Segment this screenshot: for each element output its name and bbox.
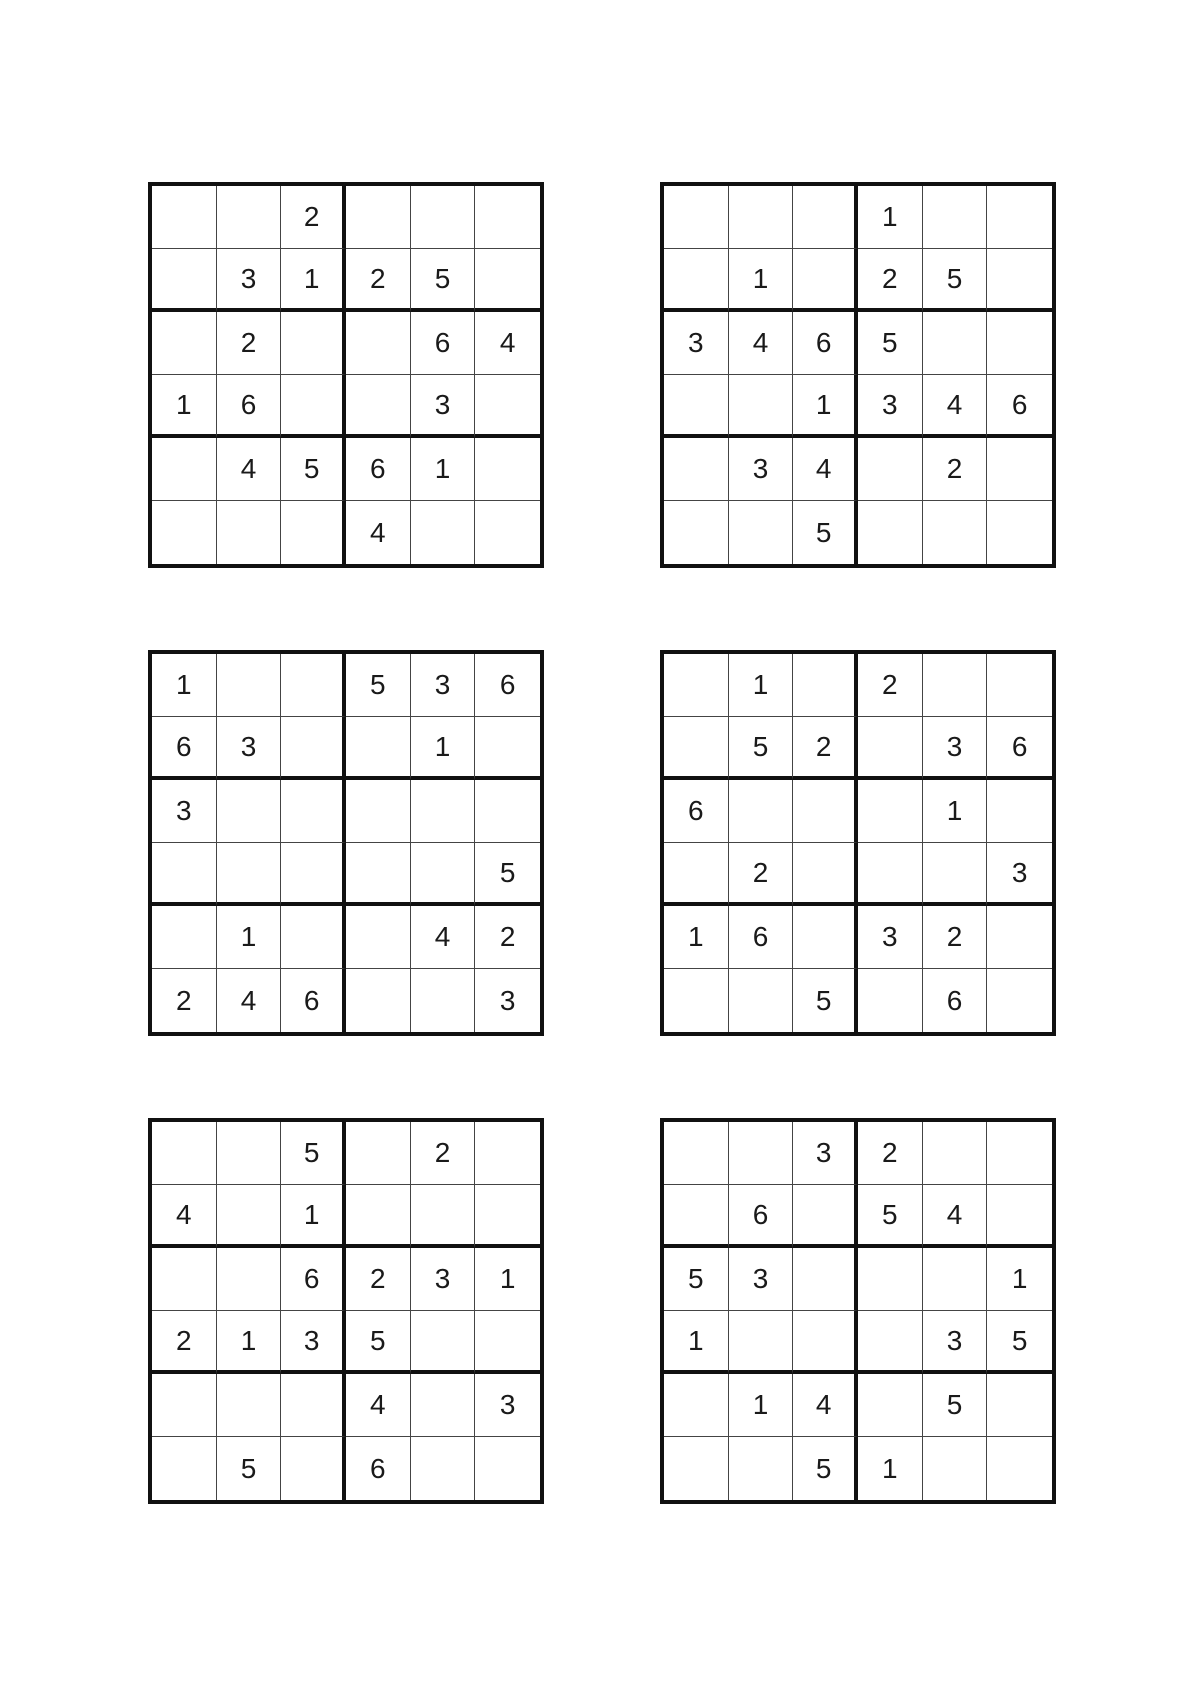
given-cell: 6 — [217, 375, 282, 438]
empty-cell[interactable] — [729, 501, 794, 564]
given-cell: 1 — [858, 186, 923, 249]
given-cell: 1 — [217, 906, 282, 969]
empty-cell[interactable] — [475, 186, 540, 249]
given-cell: 4 — [475, 312, 540, 375]
empty-cell[interactable] — [858, 501, 923, 564]
empty-cell[interactable] — [664, 438, 729, 501]
empty-cell[interactable] — [664, 1122, 729, 1185]
given-cell: 6 — [729, 906, 794, 969]
given-cell: 5 — [664, 1248, 729, 1311]
empty-cell[interactable] — [793, 186, 858, 249]
given-cell: 1 — [475, 1248, 540, 1311]
empty-cell[interactable] — [346, 1122, 411, 1185]
given-cell: 3 — [793, 1122, 858, 1185]
given-cell: 5 — [923, 249, 988, 312]
empty-cell[interactable] — [152, 1122, 217, 1185]
empty-cell[interactable] — [987, 186, 1052, 249]
empty-cell[interactable] — [793, 1311, 858, 1374]
empty-cell[interactable] — [858, 1248, 923, 1311]
given-cell: 3 — [664, 312, 729, 375]
empty-cell[interactable] — [793, 1248, 858, 1311]
sudoku-puzzle-1 — [148, 182, 544, 568]
empty-cell[interactable] — [858, 717, 923, 780]
given-cell: 2 — [923, 906, 988, 969]
empty-cell[interactable] — [475, 501, 540, 564]
empty-cell[interactable] — [152, 906, 217, 969]
empty-cell[interactable] — [987, 969, 1052, 1032]
empty-cell[interactable] — [475, 1185, 540, 1248]
given-cell: 4 — [346, 1374, 411, 1437]
given-cell: 6 — [923, 969, 988, 1032]
empty-cell[interactable] — [152, 312, 217, 375]
empty-cell[interactable] — [923, 312, 988, 375]
given-cell: 5 — [987, 1311, 1052, 1374]
empty-cell[interactable] — [793, 1185, 858, 1248]
given-cell: 5 — [923, 1374, 988, 1437]
empty-cell[interactable] — [858, 969, 923, 1032]
empty-cell[interactable] — [923, 1248, 988, 1311]
empty-cell[interactable] — [152, 1374, 217, 1437]
given-cell: 2 — [346, 1248, 411, 1311]
empty-cell[interactable] — [281, 843, 346, 906]
given-cell: 3 — [217, 717, 282, 780]
given-cell: 6 — [729, 1185, 794, 1248]
empty-cell[interactable] — [152, 249, 217, 312]
empty-cell[interactable] — [987, 438, 1052, 501]
empty-cell[interactable] — [411, 501, 476, 564]
empty-cell[interactable] — [152, 1248, 217, 1311]
given-cell: 1 — [664, 1311, 729, 1374]
empty-cell[interactable] — [346, 1185, 411, 1248]
empty-cell[interactable] — [793, 843, 858, 906]
empty-cell[interactable] — [217, 780, 282, 843]
empty-cell[interactable] — [664, 249, 729, 312]
empty-cell[interactable] — [858, 438, 923, 501]
sudoku-puzzle-6 — [660, 1118, 1056, 1504]
empty-cell[interactable] — [281, 375, 346, 438]
given-cell: 3 — [411, 1248, 476, 1311]
empty-cell[interactable] — [987, 1122, 1052, 1185]
given-cell: 6 — [346, 1437, 411, 1500]
empty-cell[interactable] — [987, 906, 1052, 969]
empty-cell[interactable] — [858, 1311, 923, 1374]
empty-cell[interactable] — [411, 969, 476, 1032]
given-cell: 4 — [923, 1185, 988, 1248]
given-cell: 3 — [858, 906, 923, 969]
empty-cell[interactable] — [346, 906, 411, 969]
given-cell: 4 — [793, 1374, 858, 1437]
given-cell: 2 — [475, 906, 540, 969]
given-cell: 2 — [858, 654, 923, 717]
given-cell: 4 — [346, 501, 411, 564]
given-cell: 4 — [152, 1185, 217, 1248]
empty-cell[interactable] — [152, 1437, 217, 1500]
empty-cell[interactable] — [987, 312, 1052, 375]
given-cell: 1 — [152, 654, 217, 717]
empty-cell[interactable] — [346, 717, 411, 780]
empty-cell[interactable] — [793, 906, 858, 969]
empty-cell[interactable] — [152, 501, 217, 564]
given-cell: 5 — [858, 1185, 923, 1248]
given-cell: 4 — [793, 438, 858, 501]
empty-cell[interactable] — [664, 501, 729, 564]
given-cell: 1 — [729, 654, 794, 717]
given-cell: 3 — [729, 438, 794, 501]
given-cell: 5 — [475, 843, 540, 906]
sudoku-puzzle-2 — [660, 182, 1056, 568]
empty-cell[interactable] — [858, 780, 923, 843]
empty-cell[interactable] — [664, 1185, 729, 1248]
empty-cell[interactable] — [411, 780, 476, 843]
empty-cell[interactable] — [346, 843, 411, 906]
empty-cell[interactable] — [664, 375, 729, 438]
given-cell: 5 — [793, 501, 858, 564]
empty-cell[interactable] — [664, 717, 729, 780]
empty-cell[interactable] — [217, 1122, 282, 1185]
empty-cell[interactable] — [346, 312, 411, 375]
empty-cell[interactable] — [411, 186, 476, 249]
given-cell: 4 — [411, 906, 476, 969]
empty-cell[interactable] — [987, 1185, 1052, 1248]
empty-cell[interactable] — [923, 1122, 988, 1185]
given-cell: 2 — [858, 1122, 923, 1185]
empty-cell[interactable] — [475, 438, 540, 501]
empty-cell[interactable] — [729, 1122, 794, 1185]
empty-cell[interactable] — [281, 501, 346, 564]
sudoku-puzzle-3 — [148, 650, 544, 1036]
empty-cell[interactable] — [152, 438, 217, 501]
given-cell: 1 — [923, 780, 988, 843]
empty-cell[interactable] — [729, 1437, 794, 1500]
given-cell: 2 — [858, 249, 923, 312]
given-cell: 2 — [152, 1311, 217, 1374]
empty-cell[interactable] — [923, 186, 988, 249]
given-cell: 3 — [217, 249, 282, 312]
given-cell: 3 — [411, 654, 476, 717]
empty-cell[interactable] — [281, 1374, 346, 1437]
given-cell: 1 — [217, 1311, 282, 1374]
given-cell: 2 — [729, 843, 794, 906]
empty-cell[interactable] — [281, 780, 346, 843]
empty-cell[interactable] — [664, 969, 729, 1032]
empty-cell[interactable] — [729, 780, 794, 843]
given-cell: 5 — [346, 654, 411, 717]
given-cell: 5 — [793, 1437, 858, 1500]
given-cell: 1 — [664, 906, 729, 969]
given-cell: 1 — [793, 375, 858, 438]
empty-cell[interactable] — [987, 1374, 1052, 1437]
empty-cell[interactable] — [664, 1437, 729, 1500]
empty-cell[interactable] — [987, 249, 1052, 312]
empty-cell[interactable] — [346, 186, 411, 249]
given-cell: 5 — [281, 438, 346, 501]
empty-cell[interactable] — [281, 717, 346, 780]
given-cell: 1 — [411, 717, 476, 780]
given-cell: 2 — [411, 1122, 476, 1185]
given-cell: 6 — [152, 717, 217, 780]
empty-cell[interactable] — [475, 1437, 540, 1500]
empty-cell[interactable] — [217, 654, 282, 717]
empty-cell[interactable] — [729, 1311, 794, 1374]
given-cell: 1 — [729, 1374, 794, 1437]
empty-cell[interactable] — [664, 186, 729, 249]
empty-cell[interactable] — [346, 375, 411, 438]
empty-cell[interactable] — [346, 780, 411, 843]
given-cell: 6 — [281, 1248, 346, 1311]
empty-cell[interactable] — [923, 843, 988, 906]
given-cell: 5 — [793, 969, 858, 1032]
sudoku-puzzle-5 — [148, 1118, 544, 1504]
given-cell: 5 — [729, 717, 794, 780]
given-cell: 5 — [217, 1437, 282, 1500]
given-cell: 1 — [987, 1248, 1052, 1311]
empty-cell[interactable] — [793, 780, 858, 843]
empty-cell[interactable] — [281, 312, 346, 375]
empty-cell[interactable] — [411, 1311, 476, 1374]
empty-cell[interactable] — [475, 1122, 540, 1185]
empty-cell[interactable] — [664, 654, 729, 717]
given-cell: 4 — [217, 438, 282, 501]
empty-cell[interactable] — [793, 654, 858, 717]
empty-cell[interactable] — [729, 375, 794, 438]
empty-cell[interactable] — [729, 969, 794, 1032]
empty-cell[interactable] — [923, 501, 988, 564]
given-cell: 1 — [858, 1437, 923, 1500]
empty-cell[interactable] — [411, 1185, 476, 1248]
given-cell: 6 — [346, 438, 411, 501]
given-cell: 1 — [281, 249, 346, 312]
given-cell: 2 — [346, 249, 411, 312]
empty-cell[interactable] — [987, 654, 1052, 717]
given-cell: 4 — [217, 969, 282, 1032]
given-cell: 6 — [411, 312, 476, 375]
given-cell: 1 — [411, 438, 476, 501]
empty-cell[interactable] — [346, 969, 411, 1032]
given-cell: 4 — [923, 375, 988, 438]
given-cell: 1 — [152, 375, 217, 438]
empty-cell[interactable] — [411, 1437, 476, 1500]
given-cell: 6 — [475, 654, 540, 717]
given-cell: 3 — [152, 780, 217, 843]
empty-cell[interactable] — [923, 1437, 988, 1500]
given-cell: 3 — [923, 1311, 988, 1374]
given-cell: 3 — [858, 375, 923, 438]
given-cell: 2 — [217, 312, 282, 375]
empty-cell[interactable] — [475, 780, 540, 843]
given-cell: 5 — [858, 312, 923, 375]
empty-cell[interactable] — [281, 654, 346, 717]
empty-cell[interactable] — [987, 501, 1052, 564]
given-cell: 3 — [475, 1374, 540, 1437]
empty-cell[interactable] — [281, 1437, 346, 1500]
empty-cell[interactable] — [152, 186, 217, 249]
given-cell: 2 — [152, 969, 217, 1032]
given-cell: 1 — [729, 249, 794, 312]
given-cell: 6 — [281, 969, 346, 1032]
empty-cell[interactable] — [217, 1248, 282, 1311]
empty-cell[interactable] — [923, 654, 988, 717]
given-cell: 6 — [793, 312, 858, 375]
empty-cell[interactable] — [664, 1374, 729, 1437]
given-cell: 5 — [411, 249, 476, 312]
given-cell: 3 — [923, 717, 988, 780]
empty-cell[interactable] — [858, 843, 923, 906]
given-cell: 6 — [987, 717, 1052, 780]
empty-cell[interactable] — [475, 717, 540, 780]
empty-cell[interactable] — [475, 249, 540, 312]
given-cell: 3 — [987, 843, 1052, 906]
empty-cell[interactable] — [217, 501, 282, 564]
given-cell: 5 — [281, 1122, 346, 1185]
empty-cell[interactable] — [152, 843, 217, 906]
given-cell: 3 — [729, 1248, 794, 1311]
empty-cell[interactable] — [475, 375, 540, 438]
empty-cell[interactable] — [281, 906, 346, 969]
given-cell: 4 — [729, 312, 794, 375]
empty-cell[interactable] — [793, 249, 858, 312]
empty-cell[interactable] — [411, 843, 476, 906]
given-cell: 6 — [987, 375, 1052, 438]
empty-cell[interactable] — [217, 1185, 282, 1248]
empty-cell[interactable] — [217, 186, 282, 249]
given-cell: 1 — [281, 1185, 346, 1248]
given-cell: 6 — [664, 780, 729, 843]
empty-cell[interactable] — [475, 1311, 540, 1374]
empty-cell[interactable] — [858, 1374, 923, 1437]
given-cell: 2 — [793, 717, 858, 780]
empty-cell[interactable] — [987, 780, 1052, 843]
empty-cell[interactable] — [664, 843, 729, 906]
empty-cell[interactable] — [729, 186, 794, 249]
given-cell: 5 — [346, 1311, 411, 1374]
empty-cell[interactable] — [987, 1437, 1052, 1500]
empty-cell[interactable] — [217, 843, 282, 906]
given-cell: 2 — [281, 186, 346, 249]
given-cell: 3 — [411, 375, 476, 438]
given-cell: 3 — [499, 984, 516, 1016]
sudoku-puzzle-4 — [660, 650, 1056, 1036]
empty-cell[interactable] — [411, 1374, 476, 1437]
given-cell: 2 — [923, 438, 988, 501]
empty-cell[interactable] — [217, 1374, 282, 1437]
given-cell: 3 — [281, 1311, 346, 1374]
